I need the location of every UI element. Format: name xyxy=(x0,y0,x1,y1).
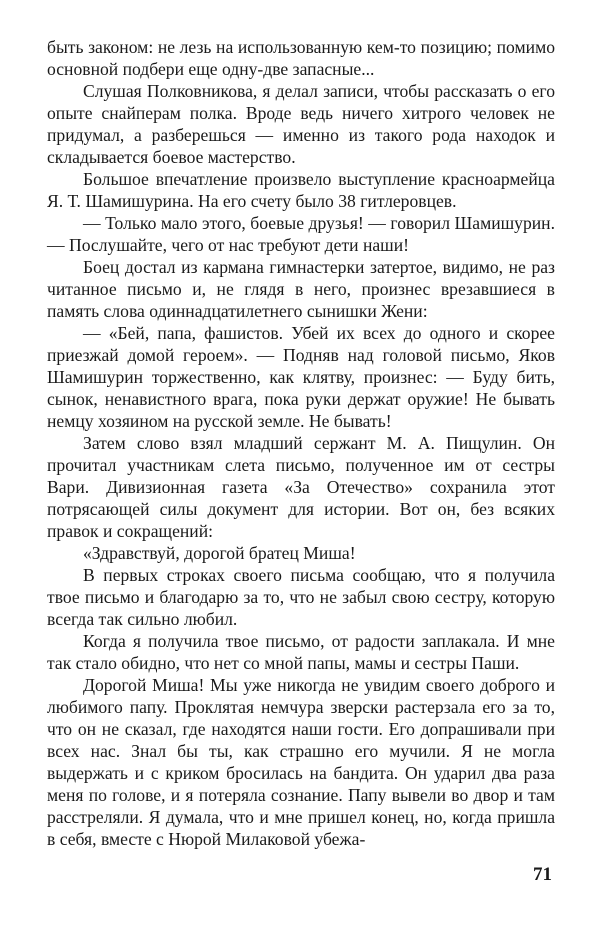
paragraph-2: Слушая Полковникова, я делал записи, чтобы рассказать о его опыте снайперам полка. Вроде ведь ничего хитрого человек не придумал, а разберешься — именно из такого рода находок и складывается боевое мастерство. xyxy=(47,81,555,167)
paragraph-6: — «Бей, папа, фашистов. Убей их всех до одного и скорее приезжай домой героем». — Подняв над головой письмо, Яков Шамишурин торжественно, как клятву, произнес: — Буду бить, сынок, ненавистного врага, пока руки держат оружие! Не бывать немцу хозяином на русской земле. Не бывать! xyxy=(47,323,555,431)
body-text xyxy=(47,36,555,850)
paragraph-4: — Только мало этого, боевые друзья! — говорил Шамишурин.— Послушайте, чего от нас требуют дети наши! xyxy=(47,213,555,255)
paragraph-11: Дорогой Миша! Мы уже никогда не увидим своего доброго и любимого папу. Проклятая немчура зверски растерзала его за то, что он не сказал, где находятся наши гости. Его допрашивали при всех нас. Знал бы ты, как страшно его мучили. Я не могла выдержать и с криком бросилась на бандита. Он ударил два раза меня по голове, и я потеряла сознание. Папу вывели во двор и там расстреляли. Я думала, что и мне пришел конец, но, когда пришла в себя, вместе с Нюрой Милаковой убежа- xyxy=(47,675,555,849)
paragraph-3: Большое впечатление произвело выступление красноармейца Я. Т. Шамишурина. На его счету было 38 гитлеровцев. xyxy=(47,169,555,211)
paragraph-8: «Здравствуй, дорогой братец Миша! xyxy=(83,543,356,563)
paragraph-7: Затем слово взял младший сержант М. А. Пищулин. Он прочитал участникам слета письмо, полученное им от сестры Вари. Дивизионная газета «За Отечество» сохранила этот потрясающей силы документ для истории. Вот он, без всяких правок и сокращений: xyxy=(47,433,555,541)
paragraph-5: Боец достал из кармана гимнастерки затертое, видимо, не раз читанное письмо и, не глядя в него, произнес врезавшиеся в память слова одиннадцатилетнего сынишки Жени: xyxy=(47,257,555,321)
page-number: 71 xyxy=(533,864,552,885)
paragraph-9: В первых строках своего письма сообщаю, что я получила твое письмо и благодарю за то, что не забыл свою сестру, которую всегда так сильно любил. xyxy=(47,565,555,629)
paragraph-1: быть законом: не лезь на использованную кем-то позицию; помимо основной подбери еще одну-две запасные... xyxy=(47,37,555,79)
paragraph-10: Когда я получила твое письмо, от радости заплакала. И мне так стало обидно, что нет со мной папы, мамы и сестры Паши. xyxy=(47,631,555,673)
